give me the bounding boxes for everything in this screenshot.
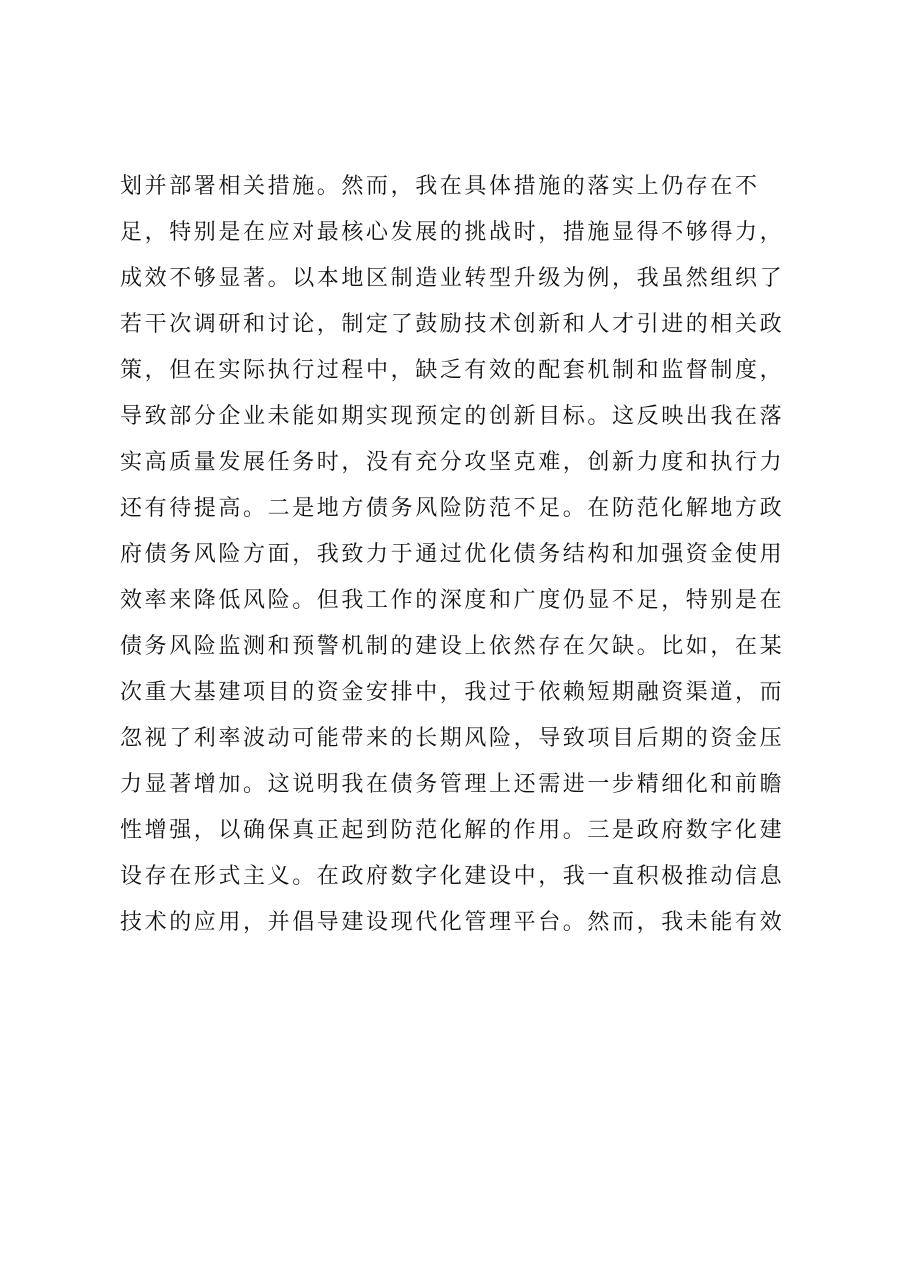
text-line: 划并部署相关措施。然而，我在具体措施的落实上仍存在不 [120, 174, 760, 199]
text-line: 实高质量发展任务时，没有充分攻坚克难，创新力度和执行力 [120, 450, 785, 475]
text-line: 成效不够显著。以本地区制造业转型升级为例，我虽然组织了 [120, 266, 785, 291]
text-line: 导致部分企业未能如期实现预定的创新目标。这反映出我在落 [120, 404, 785, 429]
text-line: 若干次调研和讨论，制定了鼓励技术创新和人才引进的相关政 [120, 312, 785, 337]
text-line: 还有待提高。二是地方债务风险防范不足。在防范化解地方政 [120, 496, 785, 521]
text-line: 力显著增加。这说明我在债务管理上还需进一步精细化和前瞻 [120, 772, 785, 797]
text-line: 债务风险监测和预警机制的建设上依然存在欠缺。比如，在某 [120, 634, 785, 659]
text-line: 次重大基建项目的资金安排中，我过于依赖短期融资渠道，而 [120, 680, 785, 705]
text-line: 足，特别是在应对最核心发展的挑战时，措施显得不够得力， [120, 220, 785, 245]
text-line: 忽视了利率波动可能带来的长期风险，导致项目后期的资金压 [120, 726, 785, 751]
text-line: 性增强，以确保真正起到防范化解的作用。三是政府数字化建 [120, 818, 785, 843]
text-line: 技术的应用，并倡导建设现代化管理平台。然而，我未能有效 [120, 910, 785, 935]
text-line: 策，但在实际执行过程中，缺乏有效的配套机制和监督制度， [120, 358, 785, 383]
text-line: 府债务风险方面，我致力于通过优化债务结构和加强资金使用 [120, 542, 785, 567]
body-paragraph [120, 164, 800, 946]
text-line: 效率来降低风险。但我工作的深度和广度仍显不足，特别是在 [120, 588, 785, 613]
text-line: 设存在形式主义。在政府数字化建设中，我一直积极推动信息 [120, 864, 785, 889]
